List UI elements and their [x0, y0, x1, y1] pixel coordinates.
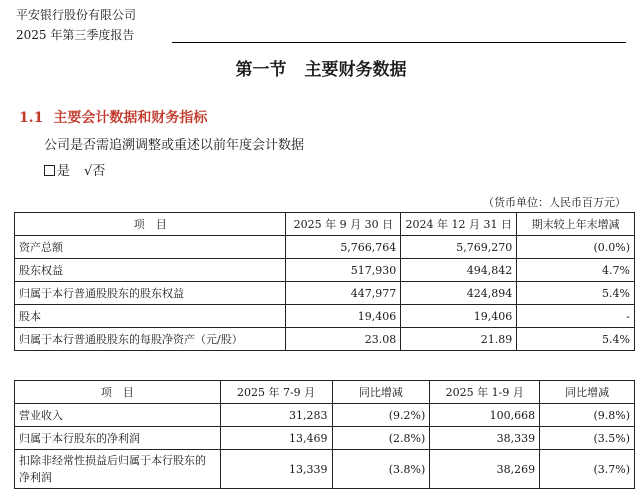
column-header: 期末较上年末增减	[517, 213, 635, 236]
table-cell: (3.8%)	[332, 450, 430, 489]
section-title	[0, 60, 642, 80]
row-label: 资产总额	[15, 236, 286, 259]
table-header-row	[15, 213, 635, 236]
table-cell: (0.0%)	[517, 236, 635, 259]
header-company: 平安银行股份有限公司	[16, 8, 137, 22]
table-cell: 517,930	[286, 259, 401, 282]
row-label: 归属于本行普通股股东的每股净资产（元/股）	[15, 328, 286, 351]
table-cell: 5,769,270	[401, 236, 517, 259]
table-row	[15, 427, 635, 450]
subsection-name: 主要会计数据和财务指标	[53, 110, 208, 126]
header-report-period: 2025 年第三季度报告	[16, 28, 135, 42]
table-cell: 13,469	[220, 427, 332, 450]
table-cell: 31,283	[220, 404, 332, 427]
table-cell: (9.2%)	[332, 404, 430, 427]
row-label: 归属于本行普通股股东的股东权益	[15, 282, 286, 305]
header-rule	[172, 42, 626, 43]
table-cell: 19,406	[286, 305, 401, 328]
checkmark-icon: √	[84, 164, 93, 179]
table-cell: 4.7%	[517, 259, 635, 282]
section-name: 主要财务数据	[304, 60, 407, 80]
table-header-row	[15, 381, 635, 404]
answer-yes	[44, 164, 70, 179]
answer-yes-label: 是	[57, 164, 71, 179]
restatement-question: 公司是否需追溯调整或重述以前年度会计数据	[44, 138, 305, 153]
table-cell: 21.89	[401, 328, 517, 351]
table-cell: (9.8%)	[540, 404, 635, 427]
column-header: 2024 年 12 月 31 日	[401, 213, 517, 236]
answer-no-label: 否	[92, 164, 106, 179]
subsection-number: 1.1	[19, 110, 44, 126]
table-row	[15, 305, 635, 328]
row-label: 股本	[15, 305, 286, 328]
table-cell: 5,766,764	[286, 236, 401, 259]
income-statement-table	[14, 380, 635, 489]
section-number: 第一节	[235, 60, 287, 80]
column-header: 2025 年 1-9 月	[430, 381, 540, 404]
table-cell: 5.4%	[517, 282, 635, 305]
table-cell: (3.7%)	[540, 450, 635, 489]
column-header: 2025 年 9 月 30 日	[286, 213, 401, 236]
table-cell: 38,269	[430, 450, 540, 489]
subsection-title	[19, 109, 207, 127]
table-row	[15, 450, 635, 489]
answer-no	[84, 164, 105, 179]
table-cell: 23.08	[286, 328, 401, 351]
table-cell: 100,668	[430, 404, 540, 427]
column-header: 项 目	[15, 381, 221, 404]
currency-unit-note: （货币单位：人民币百万元）	[483, 196, 626, 209]
table-cell: 424,894	[401, 282, 517, 305]
table-cell: 19,406	[401, 305, 517, 328]
table-row	[15, 404, 635, 427]
row-label: 营业收入	[15, 404, 221, 427]
table-cell: (3.5%)	[540, 427, 635, 450]
table-row	[15, 236, 635, 259]
column-header: 项 目	[15, 213, 286, 236]
row-label: 股东权益	[15, 259, 286, 282]
row-label: 归属于本行股东的净利润	[15, 427, 221, 450]
table-cell: -	[517, 305, 635, 328]
row-label: 扣除非经常性损益后归属于本行股东的净利润	[15, 450, 221, 489]
column-header: 同比增减	[332, 381, 430, 404]
unchecked-box-icon	[44, 165, 55, 176]
restatement-answers	[44, 164, 119, 180]
balance-sheet-table	[14, 212, 635, 351]
table-cell: 5.4%	[517, 328, 635, 351]
column-header: 同比增减	[540, 381, 635, 404]
table-cell: (2.8%)	[332, 427, 430, 450]
table-cell: 447,977	[286, 282, 401, 305]
table-cell: 38,339	[430, 427, 540, 450]
table-cell: 13,339	[220, 450, 332, 489]
table-row	[15, 259, 635, 282]
table-cell: 494,842	[401, 259, 517, 282]
column-header: 2025 年 7-9 月	[220, 381, 332, 404]
table-row	[15, 328, 635, 351]
table-row	[15, 282, 635, 305]
